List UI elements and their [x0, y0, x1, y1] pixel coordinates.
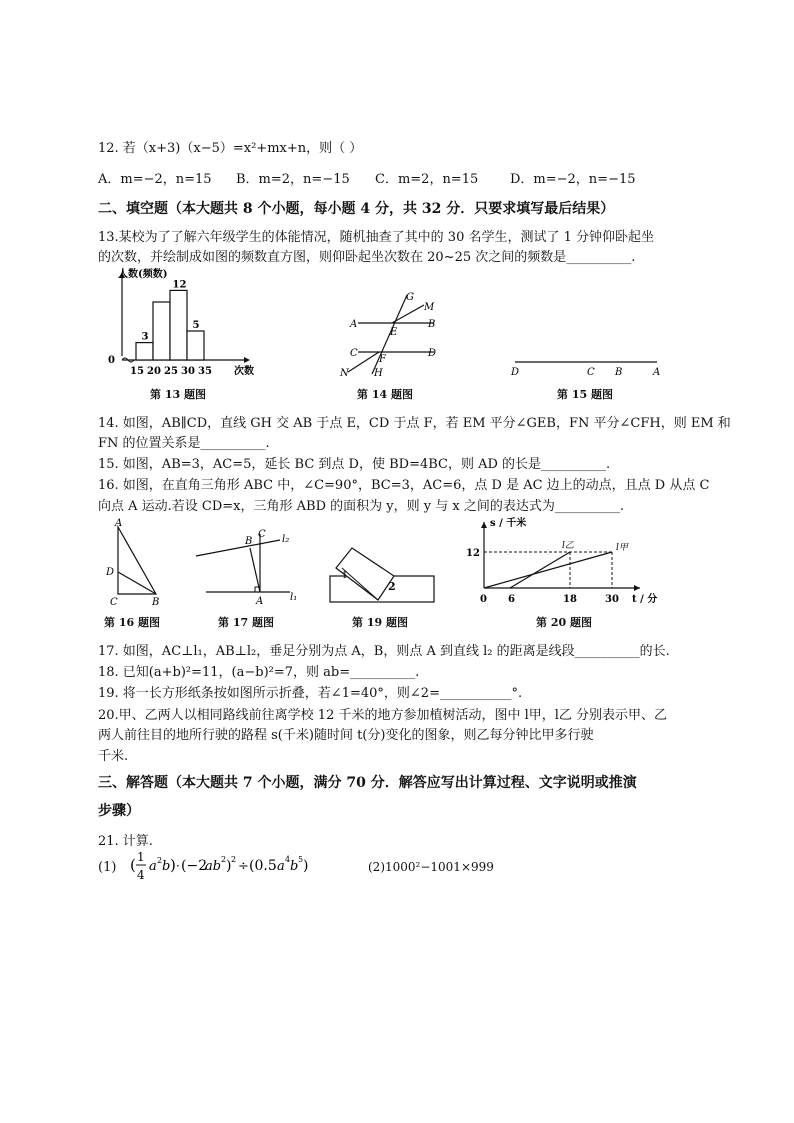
origin-label: 0: [108, 355, 115, 366]
fig19-label-1: 1: [342, 571, 348, 581]
bar-30-35: [187, 331, 204, 360]
bar-15-20: [136, 343, 153, 360]
fig15-segment: [505, 355, 675, 379]
q13-line1: 13.某校为了了解六年级学生的体能情况，随机抽查了其中的 30 名学生，测试了 1 分钟仰卧起坐: [98, 230, 655, 245]
q14-line2: FN 的位置关系是__________.: [98, 436, 270, 451]
q12-option-a: A．m=−2，n=15: [98, 172, 212, 187]
fig20-y-label: s / 千米: [490, 518, 527, 529]
q21-part1-formula: [128, 846, 324, 888]
q17-text: 17. 如图，AC⊥l₁，AB⊥l₂，垂足分别为点 A，B，则点 A 到直线 l₂ 的距离是线段__________的长.: [98, 644, 670, 659]
fig16-label-b: B: [152, 597, 160, 607]
svg-text:a: a: [149, 859, 157, 874]
fig14-label-g: G: [406, 292, 414, 303]
bar-label-25-30: 12: [172, 279, 187, 291]
fig19-caption: 第 19 题图: [352, 616, 408, 629]
fig16-label-d: D: [106, 567, 115, 578]
section3-heading-line1: 三、解答题（本大题共 7 个小题，满分 70 分．解答应写出计算过程、文字说明或推演: [98, 775, 637, 791]
svg-text:b: b: [290, 859, 299, 874]
svg-text:(: (: [130, 856, 136, 874]
fig16-label-a: A: [115, 518, 123, 529]
fig15-label-d: D: [511, 367, 520, 378]
x-tick-25: 25: [164, 366, 178, 377]
svg-text:4: 4: [285, 855, 291, 864]
x-tick-15: 15: [130, 366, 144, 377]
fig14-parallel-lines: [334, 288, 446, 380]
svg-text:5: 5: [298, 855, 304, 864]
fig17-label-c: C: [258, 529, 266, 540]
svg-text:1: 1: [137, 850, 145, 864]
fig14-label-h: H: [374, 368, 383, 379]
fig16-label-c: C: [110, 597, 118, 607]
q12-stem: 12. 若（x+3)（x−5）=x²+mx+n，则（ ）: [98, 141, 363, 156]
fig20-line-jia-label: l甲: [616, 543, 628, 553]
q21-part1-label: (1): [98, 860, 117, 875]
fig14-label-d: D: [428, 348, 437, 359]
y-axis-label: 人数(频数): [118, 269, 168, 280]
svg-text:2: 2: [231, 855, 237, 864]
fig17-label-a: A: [256, 596, 264, 607]
svg-text:): ): [170, 856, 176, 874]
fig17-label-l2: l₂: [282, 534, 290, 545]
q15-text: 15. 如图，AB=3，AC=5，延长 BC 到点 D，使 BD=4BC，则 AD 的长是__________.: [98, 457, 611, 472]
svg-text:b: b: [162, 859, 171, 874]
svg-text:ab: ab: [205, 859, 222, 874]
fig20-x-tick-30: 30: [605, 594, 619, 605]
fig17-lines: [190, 524, 302, 608]
svg-text:a: a: [277, 859, 285, 874]
fig13-caption: 第 13 题图: [150, 388, 206, 401]
fig15-label-a: A: [653, 367, 661, 378]
bar-label-15-20: 3: [141, 331, 149, 343]
q20-line2: 两人前往目的地所行驶的路程 s(千米)随时间 t(分)变化的图象，则乙每分钟比甲多行驶: [98, 728, 594, 743]
fig14-label-m: M: [424, 302, 435, 313]
svg-text:(0.5: (0.5: [249, 858, 277, 874]
fig14-label-f: F: [379, 354, 386, 365]
fig14-caption: 第 14 题图: [357, 388, 413, 401]
bar-25-30: [170, 290, 187, 360]
fig19-label-2: 2: [388, 580, 396, 593]
q12-option-c: C．m=2，n=15: [375, 172, 479, 187]
x-tick-30: 30: [181, 366, 195, 377]
q14-line1: 14. 如图，AB∥CD，直线 GH 交 AB 于点 E，CD 于点 F，若 EM 平分∠GEB，FN 平分∠CFH，则 EM 和: [98, 416, 731, 431]
fig20-y-tick-12: 12: [466, 548, 480, 559]
svg-text:·: ·: [176, 859, 180, 873]
fig16-caption: 第 16 题图: [104, 616, 160, 629]
fig14-label-c: C: [350, 348, 358, 359]
q12-option-b: B．m=2，n=−15: [236, 172, 350, 187]
q16-line1: 16. 如图，在直角三角形 ABC 中，∠C=90°，BC=3，AC=6，点 D 是 AC 边上的动点，且点 D 从点 C: [98, 478, 710, 493]
q18-text: 18. 已知(a+b)²=11，(a−b)²=7，则 ab=__________.: [98, 665, 420, 680]
fig20-x-tick-0: 0: [480, 594, 487, 605]
fig20-x-tick-18: 18: [563, 594, 577, 605]
fig20-distance-time-graph: [462, 516, 658, 608]
svg-text:÷: ÷: [238, 859, 249, 874]
fig20-caption: 第 20 题图: [536, 616, 592, 629]
bar-20-25: [153, 302, 170, 360]
fig14-label-a: A: [350, 319, 358, 330]
fig16-right-triangle: [104, 517, 170, 607]
q16-line2: 向点 A 运动.若设 CD=x，三角形 ABD 的面积为 y，则 y 与 x 之间的表达式为__________.: [98, 499, 624, 514]
bar-label-30-35: 5: [192, 320, 200, 331]
fig14-label-e: E: [390, 327, 398, 338]
fig13-histogram: [100, 266, 270, 378]
q13-line2: 的次数，并绘制成如图的频数直方图，则仰卧起坐次数在 20~25 次之间的频数是__________.: [98, 250, 636, 265]
fig15-label-c: C: [587, 367, 595, 378]
svg-text:2: 2: [157, 856, 163, 865]
fig14-label-b: B: [428, 319, 436, 330]
q20-line3: 千米.: [98, 749, 129, 764]
fig15-caption: 第 15 题图: [557, 388, 613, 401]
svg-text:4: 4: [137, 868, 145, 882]
svg-text:(−2: (−2: [181, 858, 208, 874]
q21-stem: 21. 计算.: [98, 834, 153, 849]
fig20-x-tick-6: 6: [508, 594, 515, 605]
q20-line1: 20.甲、乙两人以相同路线前往离学校 12 千米的地方参加植树活动，图中 l甲，l乙 分别表示甲、乙: [98, 708, 668, 723]
x-axis-label: 次数: [234, 366, 254, 377]
fig17-label-b: B: [245, 536, 253, 547]
x-tick-20: 20: [147, 366, 161, 377]
svg-text:2: 2: [221, 855, 227, 864]
q19-text: 19. 将一长方形纸条按如图所示折叠，若∠1=40°，则∠2=___________°.: [98, 686, 523, 701]
fig20-x-label: t / 分: [632, 594, 658, 605]
fig17-label-l1: l₁: [290, 592, 298, 603]
q21-part2: (2)1000²−1001×999: [368, 860, 494, 874]
fig15-label-b: B: [615, 367, 623, 378]
x-axis-arrow: [244, 357, 250, 363]
fig20-line-yi-label: l乙: [562, 541, 574, 551]
q12-option-d: D．m=−2，n=−15: [510, 172, 636, 187]
section3-heading-line2: 步骤）: [98, 803, 140, 819]
x-tick-35: 35: [198, 366, 212, 377]
fig17-caption: 第 17 题图: [218, 616, 274, 629]
svg-text:): ): [303, 858, 309, 874]
svg-text:): ): [226, 858, 232, 874]
section2-heading: 二、填空题（本大题共 8 个小题，每小题 4 分，共 32 分．只要求填写最后结果）: [98, 201, 615, 217]
fig19-folded-strip: [328, 540, 438, 606]
fig14-label-n: N: [340, 368, 349, 379]
